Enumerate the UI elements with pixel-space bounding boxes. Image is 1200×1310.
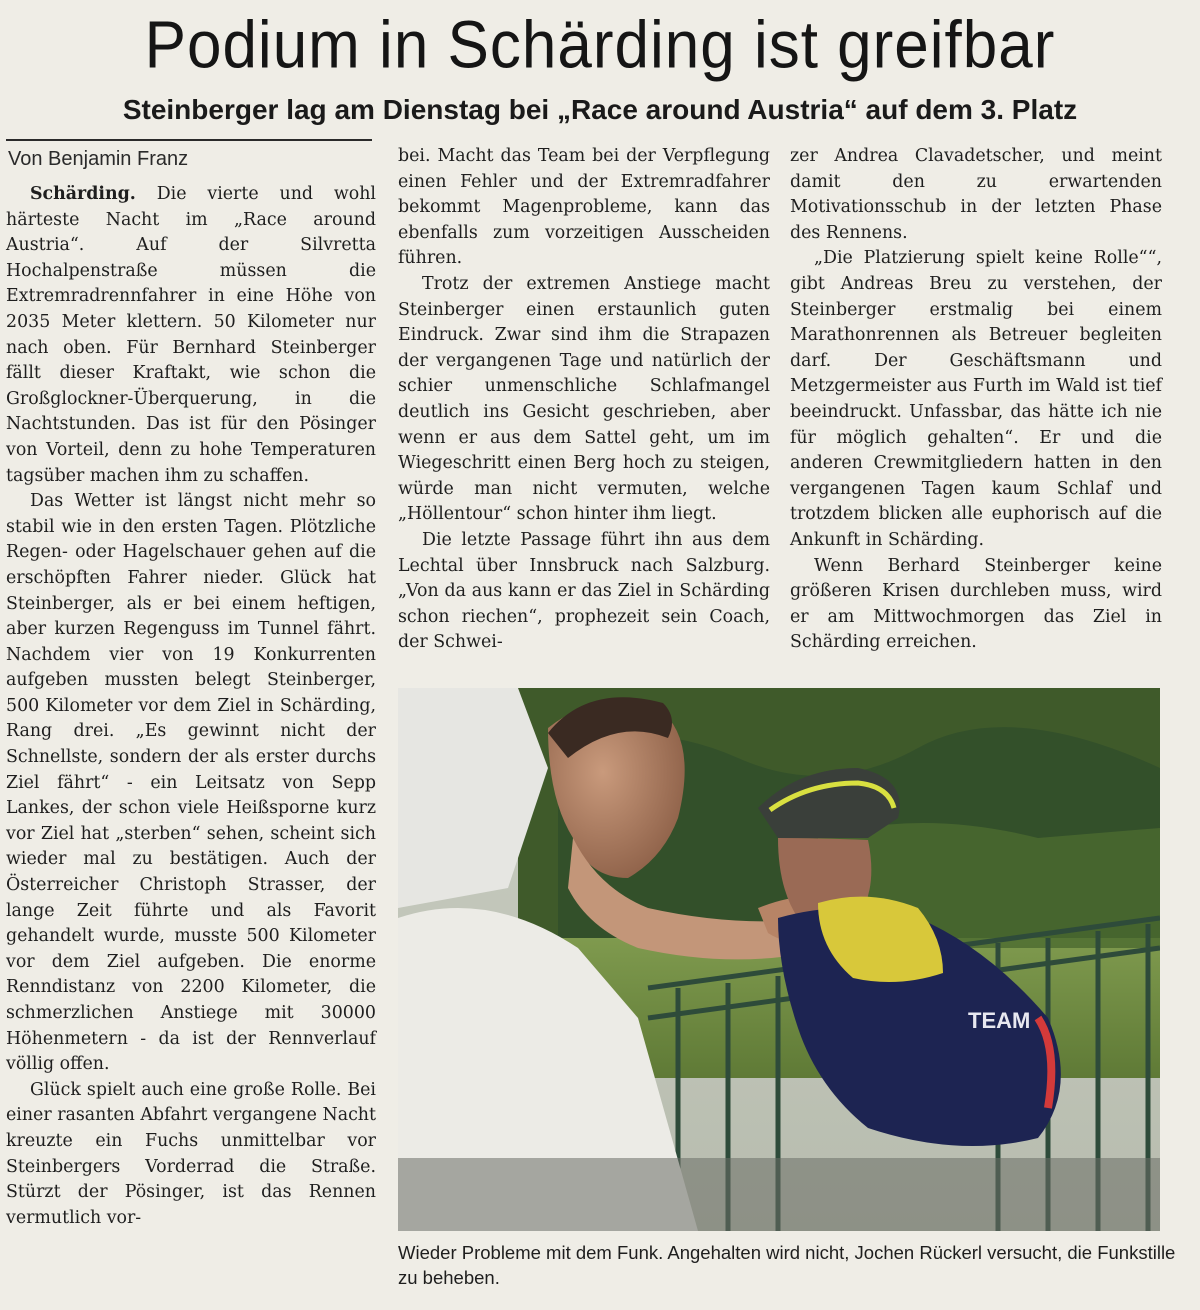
byline-rule xyxy=(6,139,372,141)
paragraph-text: Die vierte und wohl härteste Nacht im „Race around Austria“. Auf der Silvretta Hochalpenstraße müssen die Extremradrennfahrer in eine Höhe von 2035 Meter klettern. 50 Kilometer nur nach oben. Für Bernhard Steinberger fällt dieser Kraftakt, wie schon die Großglockner-Überquerung, in die Nachtstunden. Das ist für den Pösinger von Vorteil, denn zu hohe Temperaturen tagsüber machen ihm zu schaffen. xyxy=(6,184,376,486)
paragraph: „Die Platzierung spielt keine Rolle““, gibt Andreas Breu zu verstehen, der Steinberger erstmalig bei einem Marathonrennen als Betreuer begleiten darf. Der Geschäftsmann und Metzgermeister aus Furth im Wald ist tief beeindruckt. Unfassbar, das hätte ich nie für möglich gehalten“. Er und die anderen Crewmitgliedern hatten in den vergangenen Tagen kaum Schlaf und trotzdem blicken alle euphorisch auf die Ankunft in Schärding. xyxy=(790,248,1162,550)
photo-caption: Wieder Probleme mit dem Funk. Angehalten wird nicht, Jochen Rückerl versucht, die Funkstille zu beheben. xyxy=(398,1242,1176,1288)
dateline: Schärding. xyxy=(30,184,136,204)
article-column-2 xyxy=(398,144,770,656)
subheadline: Steinberger lag am Dienstag bei „Race around Austria“ auf dem 3. Platz xyxy=(122,94,1078,125)
paragraph: Trotz der extremen Anstiege macht Steinberger einen erstaunlich guten Eindruck. Zwar sind ihm die Strapazen der vergangenen Tage und natürlich der schier unmenschliche Schlafmangel deutlich ins Gesicht geschrieben, aber wenn er aus dem Sattel geht, um im Wiegeschritt einen Berg hoch zu steigen, würde man nicht vermuten, welche „Höllentour“ schon hinter ihm liegt. xyxy=(398,273,770,525)
byline: Von Benjamin Franz xyxy=(8,148,189,170)
paragraph: bei. Macht das Team bei der Verpflegung einen Fehler und der Extremradfahrer bekommt Magenprobleme, kann das ebenfalls zum vorzeitigen Ausscheiden führen. xyxy=(398,146,770,269)
paragraph: Wenn Berhard Steinberger keine größeren Krisen durchleben muss, wird er am Mittwochmorgen das Ziel in Schärding erreichen. xyxy=(790,555,1162,653)
paragraph: Das Wetter ist längst nicht mehr so stabil wie in den ersten Tagen. Plötzliche Regen- oder Hagelschauer gehen auf die erschöpften Fahrer nieder. Glück hat Steinberger, als er bei einem heftigen, aber kurzen Regenguss im Tunnel fährt. Nachdem vier von 19 Konkurrenten aufgeben mussten belegt Steinberger, 500 Kilometer vor dem Ziel in Schärding, Rang drei. „Es gewinnt nicht der Schnellste, sondern der als erster durchs Ziel fährt“ - ein Leitsatz von Sepp Lankes, der schon viele Heißsporne kurz vor Ziel hat „sterben“ sehen, scheint sich wieder mal zu bestätigen. Auch der Österreicher Christoph Strasser, der lange Zeit führte und als Favorit gehandelt wurde, musste 500 Kilometer vor dem Ziel aufgeben. Die enorme Renndistanz von 2200 Kilometer, die schmerzlichen Anstiege mit 30000 Höhenmetern - da ist der Rennverlauf völlig offen. xyxy=(6,491,376,1075)
paragraph: Die letzte Passage führt ihn aus dem Lechtal über Innsbruck nach Salzburg. „Von da aus kann er das Ziel in Schärding schon riechen“, prophezeit sein Coach, der Schwei- xyxy=(398,529,770,653)
jersey-team-text: TEAM xyxy=(968,1008,1031,1033)
photo-illustration xyxy=(398,688,1160,1231)
paragraph xyxy=(6,182,376,489)
paragraph: zer Andrea Clavadetscher, und meint damit den zu erwartenden Motivationsschub in der letzten Phase des Rennens. xyxy=(790,146,1162,243)
article-column-3 xyxy=(790,144,1162,656)
paragraph: Glück spielt auch eine große Rolle. Bei einer rasanten Abfahrt vergangene Nacht kreuzte ein Fuchs unmittelbar vor Steinbergers Vorderrad die Straße. Stürzt der Pösinger, ist das Rennen vermutlich vor- xyxy=(6,1079,376,1228)
article-column-1 xyxy=(6,182,376,1231)
article-photo xyxy=(398,688,1160,1231)
headline: Podium in Schärding ist greifbar xyxy=(144,8,1056,83)
